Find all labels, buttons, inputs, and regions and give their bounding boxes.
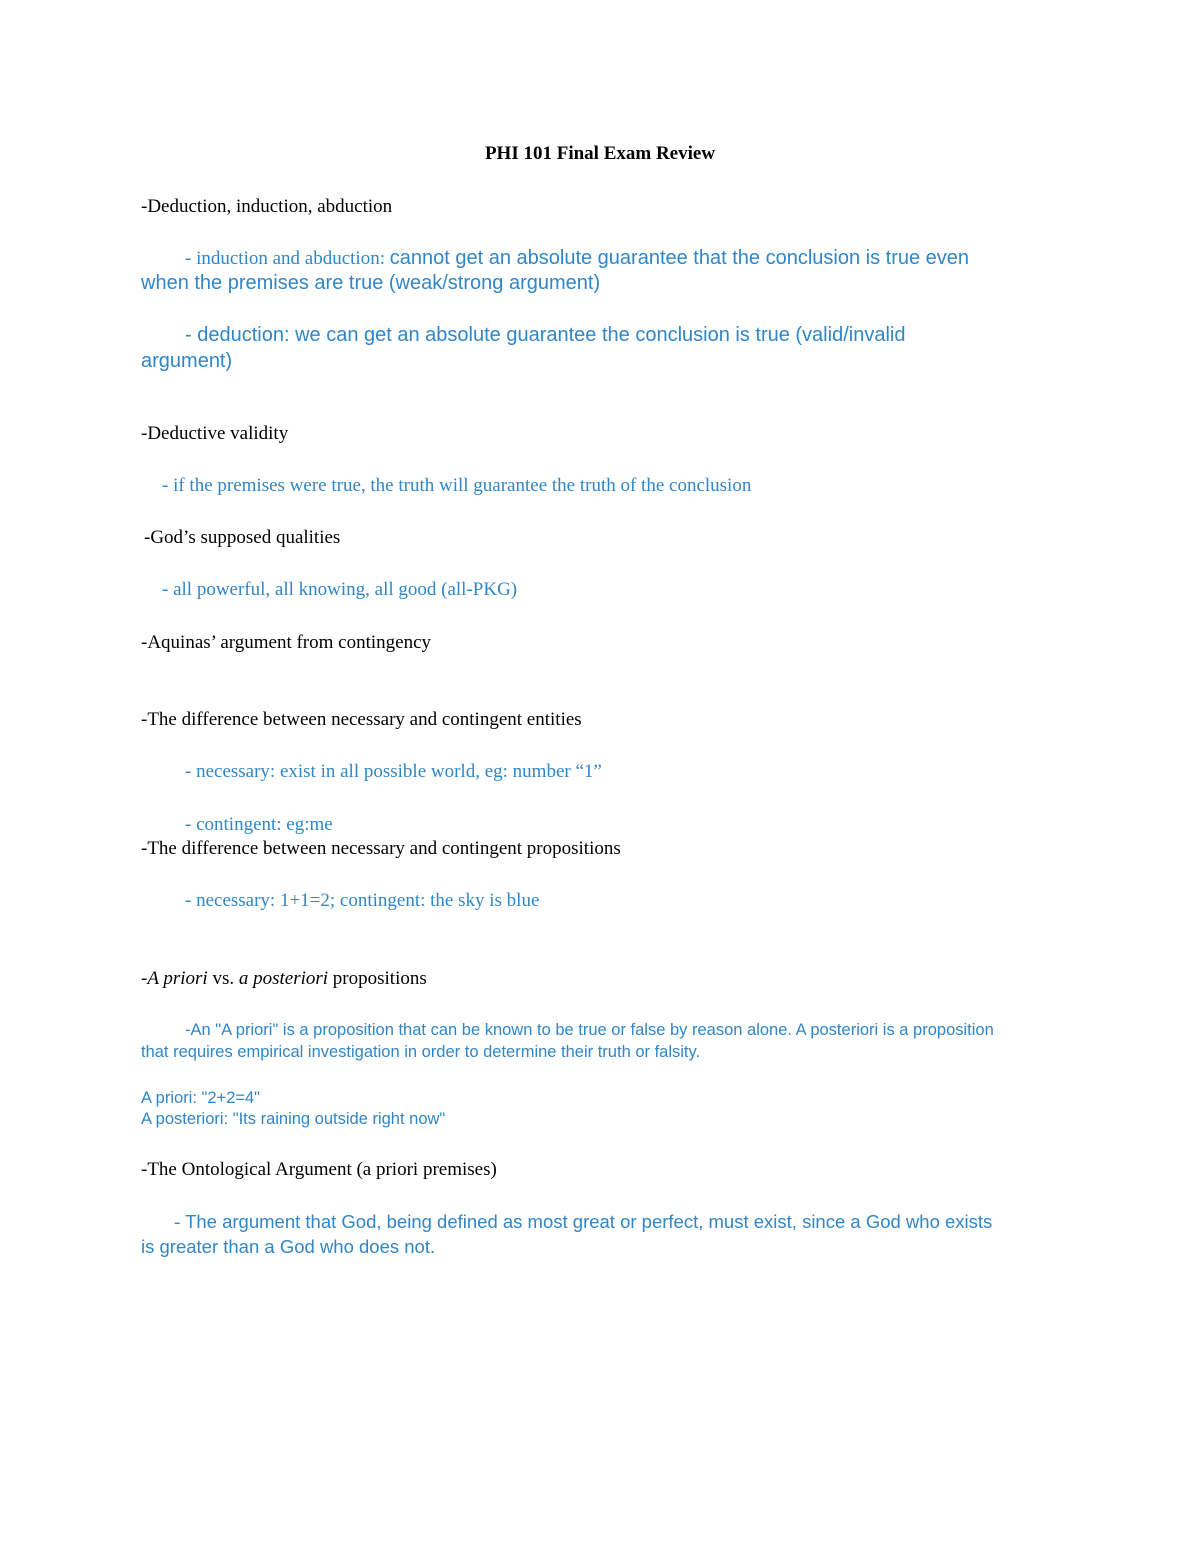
heading-apriori: -A priori vs. a posteriori propositions xyxy=(141,968,427,989)
heading-god-qualities: -God’s supposed qualities xyxy=(144,527,341,548)
note-ontological-cont: is greater than a God who does not. xyxy=(141,1236,436,1257)
example-aposteriori: A posteriori: "Its raining outside right now" xyxy=(141,1110,446,1128)
heading-deductive-validity: -Deductive validity xyxy=(141,423,289,444)
heading-ontological: -The Ontological Argument (a priori premises) xyxy=(141,1159,497,1180)
note-induction-abduction: - induction and abduction: cannot get an absolute guarantee that the conclusion is true even xyxy=(185,247,970,269)
example-apriori: A priori: "2+2=4" xyxy=(141,1089,261,1107)
note-god-qualities: - all powerful, all knowing, all good (all-PKG) xyxy=(162,579,518,600)
page-title: PHI 101 Final Exam Review xyxy=(484,143,716,164)
note-propositions: - necessary: 1+1=2; contingent: the sky is blue xyxy=(185,890,540,911)
note-necessary-entity: - necessary: exist in all possible world, eg: number “1” xyxy=(185,761,602,782)
heading-aquinas: -Aquinas’ argument from contingency xyxy=(141,632,432,653)
heading-propositions: -The difference between necessary and contingent propositions xyxy=(141,838,621,859)
note-induction-abduction-cont: when the premises are true (weak/strong argument) xyxy=(141,272,601,294)
note-apriori-definition: -An "A priori" is a proposition that can be known to be true or false by reason alone. A posteriori is a proposition xyxy=(185,1021,994,1039)
note-deductive-validity: - if the premises were true, the truth will guarantee the truth of the conclusion xyxy=(162,475,752,496)
note-ontological: - The argument that God, being defined as most great or perfect, must exist, since a God who exists xyxy=(174,1211,993,1233)
note-apriori-definition-cont: that requires empirical investigation in order to determine their truth or falsity. xyxy=(141,1043,701,1061)
heading-entities: -The difference between necessary and contingent entities xyxy=(141,709,582,730)
note-deduction-cont: argument) xyxy=(141,350,233,372)
note-contingent-entity: - contingent: eg:me xyxy=(185,814,333,835)
heading-deduction: -Deduction, induction, abduction xyxy=(141,196,393,217)
note-deduction: - deduction: we can get an absolute guarantee the conclusion is true (valid/invalid xyxy=(185,324,906,346)
